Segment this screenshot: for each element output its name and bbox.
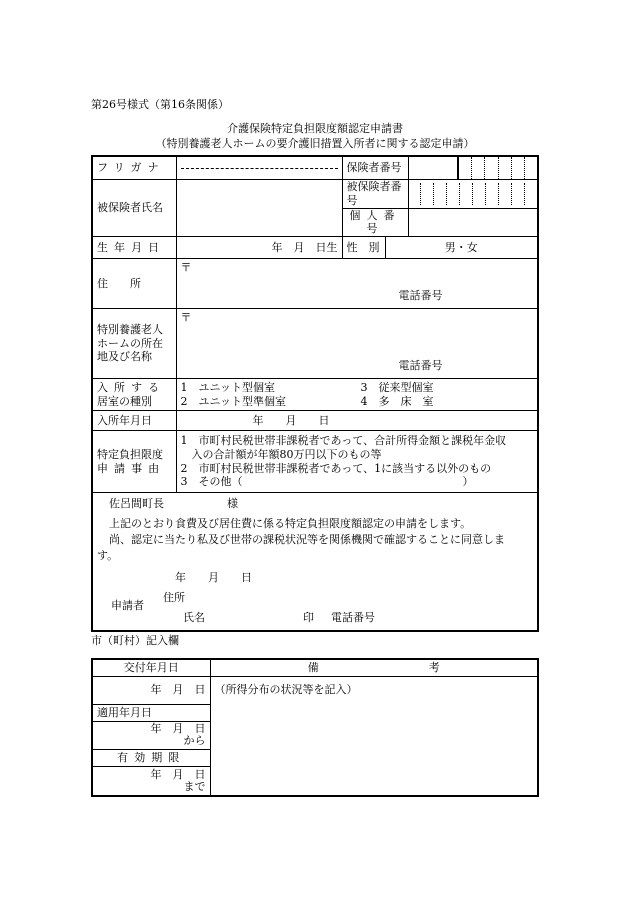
facility-label: 特別養護老人ホームの所在地及び名称 xyxy=(92,309,176,379)
reason-3[interactable]: 3 その他（ ） xyxy=(180,475,474,489)
apply-date-label: 適用年月日 xyxy=(92,704,210,721)
address-field[interactable] xyxy=(176,259,538,309)
gender-field[interactable]: 男・女 xyxy=(385,237,538,259)
insured-number-label: 被保険者番号 xyxy=(342,180,408,209)
reason-label: 特定負担限度 申請事由 xyxy=(92,431,176,493)
form-number: 第26号様式（第16条関係） xyxy=(91,98,229,111)
address-phone-label: 電話番号 xyxy=(398,289,443,302)
admission-date-field[interactable]: 年 月 日 xyxy=(176,411,538,431)
declaration-area xyxy=(92,493,538,631)
insured-name-field[interactable] xyxy=(176,180,342,237)
reason-1-cont: 入の合計額が年額80万円以下のもの等 xyxy=(180,447,382,461)
addressee: 佐呂間町長 xyxy=(109,497,164,510)
insurer-number-digits[interactable] xyxy=(458,156,538,180)
room-type-3[interactable]: 3 従来型個室 xyxy=(360,380,434,394)
insurer-number-label: 保険者番号 xyxy=(342,156,408,180)
insured-number-digits[interactable] xyxy=(408,180,538,209)
remarks-field[interactable]: （所得分布の状況等を記入） xyxy=(210,676,538,796)
applicant-label: 申請者 xyxy=(111,599,144,612)
birth-date-field[interactable]: 年 月 日生 xyxy=(176,237,342,259)
declaration-line-3: す。 xyxy=(97,549,119,562)
postal-mark: 〒 xyxy=(180,261,192,274)
reason-2[interactable]: 2 市町村民税世帯非課税者であって、1に該当する以外のもの xyxy=(180,461,492,475)
office-table xyxy=(91,658,539,797)
reason-options[interactable] xyxy=(176,431,538,493)
applicant-phone-label: 電話番号 xyxy=(331,611,375,624)
form-title: 介護保険特定負担限度額認定申請書 xyxy=(227,122,403,135)
furigana-field[interactable] xyxy=(176,156,342,180)
issue-date-field[interactable]: 年 月 日 xyxy=(92,676,210,704)
birth-date-label: 生年月日 xyxy=(92,237,176,259)
room-type-4[interactable]: 4 多 床 室 xyxy=(360,394,434,408)
room-type-label: 入所する 居室の種別 xyxy=(92,379,176,411)
application-table xyxy=(91,155,539,632)
room-type-options[interactable] xyxy=(176,379,538,411)
insured-name-label: 被保険者氏名 xyxy=(92,180,176,237)
honorific: 様 xyxy=(227,497,238,510)
remarks-label: 備 考 xyxy=(210,659,538,676)
declaration-date[interactable]: 年 月 日 xyxy=(175,571,252,584)
facility-postal-mark: 〒 xyxy=(180,311,192,324)
valid-period-field[interactable]: 年 月 日 まで xyxy=(92,766,210,796)
address-label: 住 所 xyxy=(92,259,176,309)
declaration-line-2: 尚、認定に当たり私及び世帯の課税状況等を関係機関で確認することに同意しま xyxy=(109,533,505,546)
form-subtitle: （特別養護老人ホームの要介護旧措置入所者に関する認定申請） xyxy=(155,137,475,150)
room-type-2[interactable]: 2 ユニット型準個室 xyxy=(180,394,287,408)
reason-1[interactable]: 1 市町村民税世帯非課税者であって、合計所得金額と課税年金収 xyxy=(180,434,507,447)
seal-mark: 印 xyxy=(303,611,314,624)
facility-phone-label: 電話番号 xyxy=(398,359,443,372)
declaration-line-1: 上記のとおり食費及び居住費に係る特定負担限度額認定の申請をします。 xyxy=(109,517,472,530)
apply-date-field[interactable]: 年 月 日 から xyxy=(92,721,210,749)
issue-date-label: 交付年月日 xyxy=(92,659,210,676)
admission-date-label: 入所年月日 xyxy=(92,411,176,431)
facility-field[interactable] xyxy=(176,309,538,379)
personal-number-field[interactable] xyxy=(408,208,538,237)
applicant-address-label: 住所 xyxy=(163,591,185,604)
office-section-heading: 市（町村）記入欄 xyxy=(91,634,179,647)
valid-period-label: 有効期限 xyxy=(92,749,210,766)
furigana-label: フリガナ xyxy=(92,156,176,180)
room-type-1[interactable]: 1 ユニット型個室 xyxy=(180,380,276,394)
personal-number-label: 個人番号 xyxy=(342,208,408,237)
gender-label: 性 別 xyxy=(342,237,385,259)
applicant-name-label: 氏名 xyxy=(183,611,205,624)
insurer-number-field[interactable] xyxy=(408,156,458,180)
